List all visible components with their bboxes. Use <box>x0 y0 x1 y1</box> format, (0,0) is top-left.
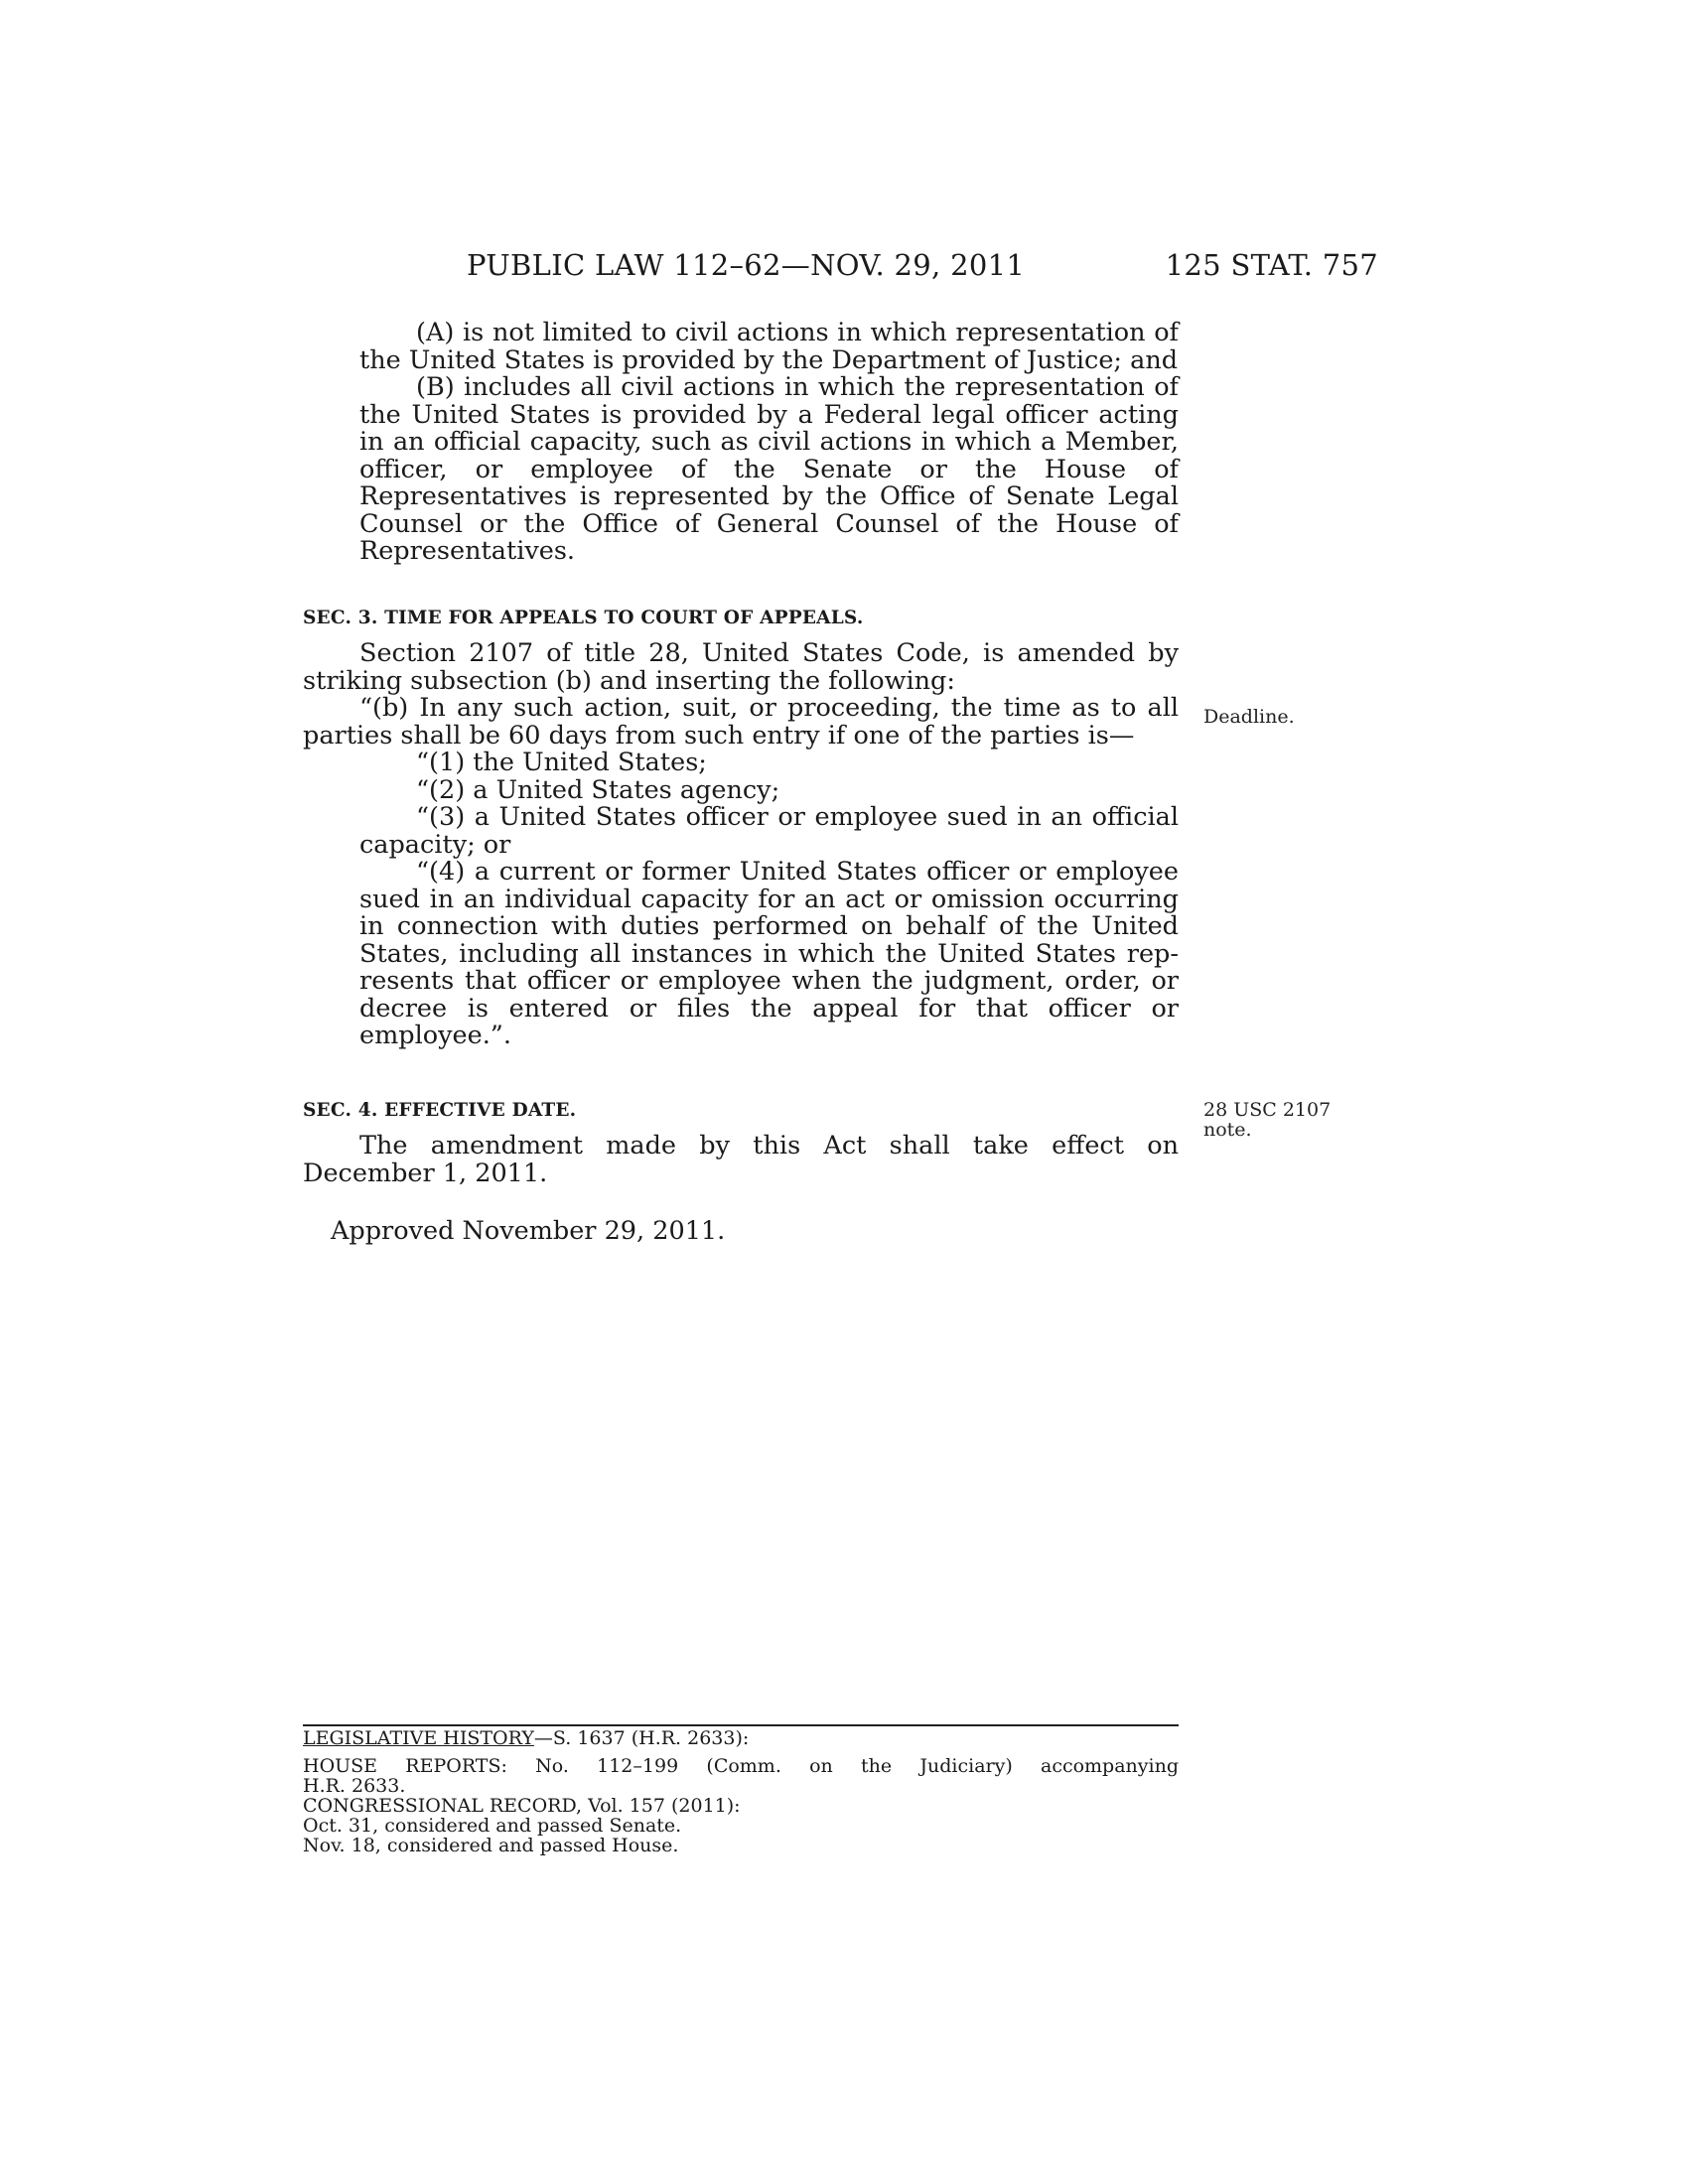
subparagraph-b: (B) includes all civil actions in which the representation of the United States is provided by a Federal legal officer acting in an official capacity, such as civil actions in which a Member, officer, or employee of the Senate or the House of Representatives is represented by the Office of Senate Legal Counsel or the Office of General Counsel of the House of Representatives. <box>359 372 1179 566</box>
list-item: “(4) a current or former United States officer or employee sued in an individual capacity for an act or omission occurring in connection with duties performed on behalf of the United States, including all instances in which the United States represents that officer or employee when the judgment, order, or decree is entered or files the appeal for that officer or employee.”. <box>359 857 1179 1050</box>
legislative-history-bill: —S. 1637 (H.R. 2633): <box>533 1727 750 1749</box>
header-title: PUBLIC LAW 112–62—NOV. 29, 2011 <box>467 248 1026 282</box>
legislative-history-heading <box>303 1728 1179 1748</box>
section-3 <box>303 608 1179 1050</box>
congressional-record-line: CONGRESSIONAL RECORD, Vol. 157 (2011): <box>303 1795 741 1817</box>
record-entry: Nov. 18, considered and passed House. <box>303 1835 679 1856</box>
subsection-b-text: “(b) In any such action, suit, or proceeding, the time as to all parties shall be 60 days from such entry if one of the parties is— <box>303 693 1179 751</box>
divider-rule <box>303 1724 1179 1726</box>
margin-note-usc-line1: 28 USC 2107 <box>1203 1099 1332 1121</box>
margin-note-usc-line2: note. <box>1203 1119 1252 1141</box>
house-reports-line: HOUSE REPORTS: No. 112–199 (Comm. on the Judiciary) accompanying <box>303 1755 1179 1777</box>
list-item: “(1) the United States; <box>416 748 707 777</box>
running-header <box>467 248 1378 288</box>
section-3-heading: SEC. 3. TIME FOR APPEALS TO COURT OF APPEALS. <box>303 608 864 628</box>
subparagraphs-block <box>303 320 1179 566</box>
margin-note-deadline: Deadline. <box>1203 706 1295 728</box>
section-4 <box>303 1100 1179 1187</box>
section-3-intro: Section 2107 of title 28, United States Code, is amended by striking subsection (b) and inserting the following: <box>303 638 1179 696</box>
margin-note-usc <box>1203 1100 1331 1140</box>
legislative-history <box>303 1724 1179 1855</box>
house-reports-continuation: H.R. 2633. <box>303 1775 406 1797</box>
list-item: “(3) a United States officer or employee sued in an official capacity; or <box>359 802 1179 860</box>
subparagraph-a: (A) is not limited to civil actions in which representation of the United States is provided by the Department of Justice; and <box>359 318 1179 375</box>
list-item: “(2) a United States agency; <box>416 774 780 805</box>
legislative-history-label: LEGISLATIVE HISTORY <box>303 1727 534 1749</box>
section-4-heading: SEC. 4. EFFECTIVE DATE. <box>303 1100 577 1121</box>
approval-line: Approved November 29, 2011. <box>331 1216 726 1246</box>
statute-page-number: 125 STAT. 757 <box>1165 248 1378 282</box>
record-entry: Oct. 31, considered and passed Senate. <box>303 1815 682 1837</box>
section-4-text: The amendment made by this Act shall take effect on December 1, 2011. <box>303 1131 1179 1188</box>
